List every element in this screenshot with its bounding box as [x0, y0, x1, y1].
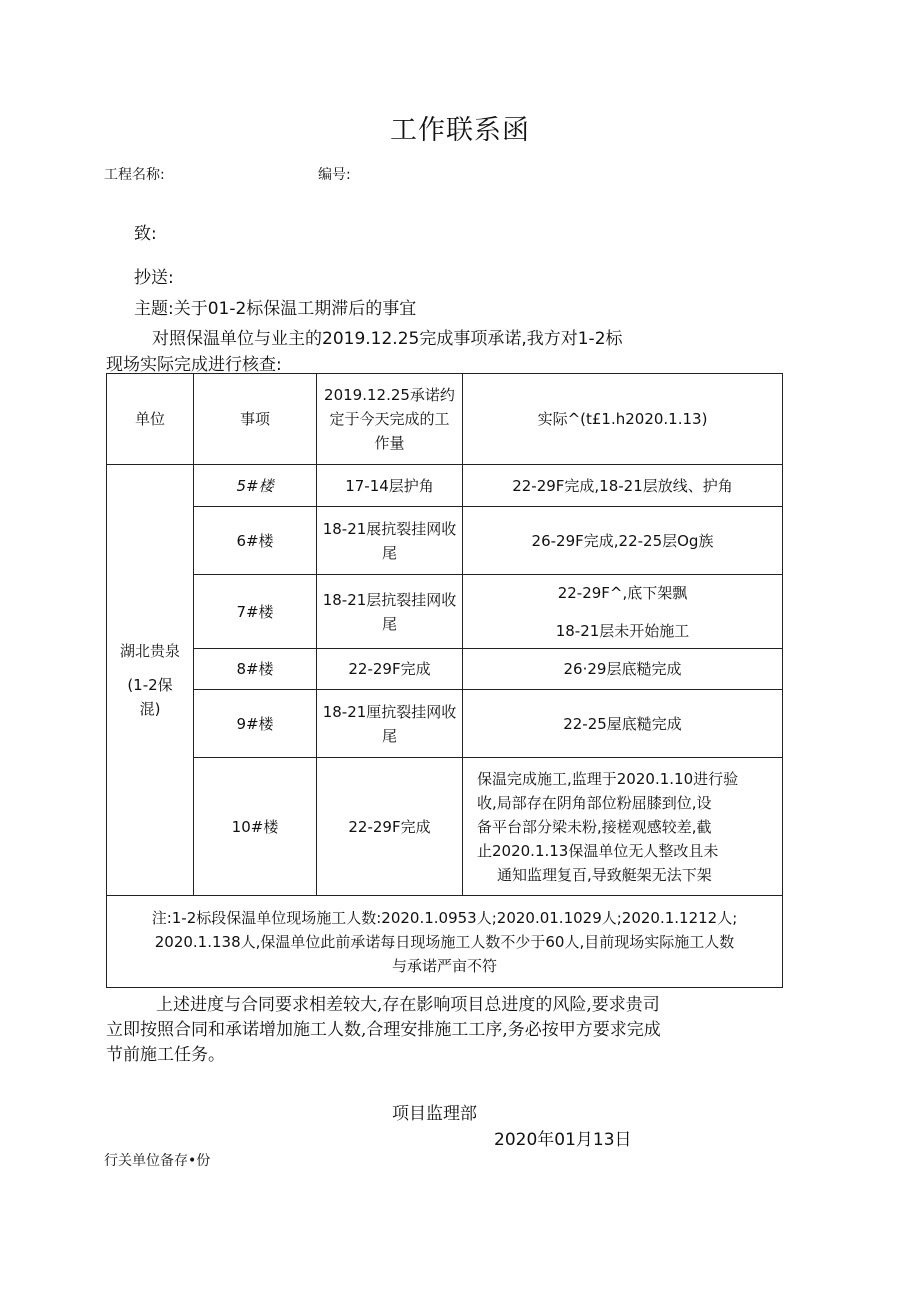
row-item: 8#楼 — [194, 649, 317, 690]
table-row — [107, 758, 783, 896]
row-promised: 22-29F完成 — [317, 649, 463, 690]
cc-label: 抄送: — [134, 268, 174, 288]
row-actual: 22-25屋底糙完成 — [463, 690, 783, 758]
document-number-label: 编号: — [318, 167, 351, 183]
unit-name-cell: 湖北贵泉 (1-2保 混) — [107, 465, 194, 896]
staffing-note: 注:1-2标段保温单位现场施工人数:2020.1.0953人;2020.01.1029人;2020.1.1212人; 2020.1.138人,保温单位此前承诺每日现场施工人数不少于60人,目前现场实际施工人数 与承诺严亩不符 — [107, 896, 783, 988]
table-header-row — [107, 374, 783, 465]
conclusion-line-1: 上述进度与合同要求相差较大,存在影响项目总进度的风险,要求贵司 — [156, 995, 660, 1015]
row-item: 5#楼 — [194, 465, 317, 507]
table-row — [107, 690, 783, 758]
document-title: 工作联系函 — [390, 115, 530, 146]
row-actual: 26-29F完成,22-25层Og族 — [463, 507, 783, 575]
row-promised: 18-21层抗裂挂网收 尾 — [317, 575, 463, 649]
row-promised: 18-21展抗裂挂网收 尾 — [317, 507, 463, 575]
row-promised: 22-29F完成 — [317, 758, 463, 896]
intro-line-2: 现场实际完成进行核查: — [106, 355, 282, 375]
header-promised: 2019.12.25承诺约 定于今天完成的工 作量 — [317, 374, 463, 465]
subject-line: 主题:关于01-2标保温工期滞后的事宜 — [134, 299, 417, 319]
issue-date: 2020年01月13日 — [494, 1130, 632, 1150]
issuing-department: 项目监理部 — [392, 1104, 477, 1124]
header-actual: 实际^(t£1.h2020.1.13) — [463, 374, 783, 465]
header-unit: 单位 — [107, 374, 194, 465]
table-row — [107, 465, 783, 507]
row-promised: 18-21厘抗裂挂网收 尾 — [317, 690, 463, 758]
table-note-row — [107, 896, 783, 988]
project-name-label: 工程名称: — [104, 167, 165, 183]
row-item: 6#楼 — [194, 507, 317, 575]
recipient-label: 致: — [134, 224, 157, 244]
row-promised: 17-14层护角 — [317, 465, 463, 507]
row-item: 10#楼 — [194, 758, 317, 896]
header-item: 事项 — [194, 374, 317, 465]
conclusion-line-2: 立即按照合同和承诺增加施工人数,合理安排施工工序,务必按甲方要求完成 — [106, 1020, 661, 1040]
row-actual: 保温完成施工,监理于2020.1.10进行验 收,局部存在阴角部位粉屈膝到位,设 备平台部分梁未粉,接槎观感较差,截 止2020.1.13保温单位无人整改且未 通知监理复百,导致艇架无法下架 — [463, 758, 783, 896]
row-item: 7#楼 — [194, 575, 317, 649]
row-actual: 22-29F完成,18-21层放线、护角 — [463, 465, 783, 507]
row-actual: 26·29层底糙完成 — [463, 649, 783, 690]
row-item: 9#楼 — [194, 690, 317, 758]
intro-line-1: 对照保温单位与业主的2019.12.25完成事项承诺,我方对1-2标 — [152, 329, 623, 349]
table-row — [107, 507, 783, 575]
footer-copies-note: 行关单位备存•份 — [104, 1153, 211, 1169]
progress-table — [106, 373, 783, 988]
table-row — [107, 575, 783, 649]
conclusion-line-3: 节前施工任务。 — [106, 1045, 225, 1065]
table-row — [107, 649, 783, 690]
row-actual: 22-29F^,底下架飘 18-21层未开始施工 — [463, 575, 783, 649]
